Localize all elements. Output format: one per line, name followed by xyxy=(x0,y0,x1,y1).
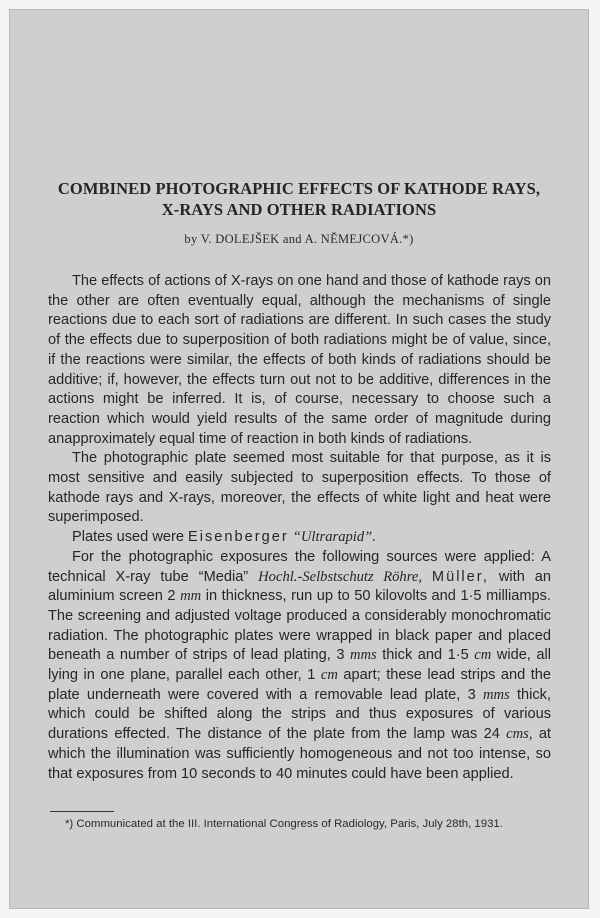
paragraph-4-text-2: with an aluminium screen 2 xyxy=(48,568,551,605)
paragraph-3-lead: Plates used were xyxy=(72,529,184,546)
article-title-line-1: COMBINED PHOTOGRAPHIC EFFECTS OF KATHODE RAYS, xyxy=(57,179,541,198)
paragraph-2: The photographic plate seemed most suitable for that purpose, as it is most sensitive and easily subjected to superposition effects. To those of kathode rays and X-rays, moreover, the effects of white light and heat were superimposed. xyxy=(48,450,551,526)
plate-product: “Ultrarapid”. xyxy=(292,529,376,546)
paragraph-4-text-5: wide, all lying in one plane, parallel each other, 1 xyxy=(48,647,551,684)
article-body xyxy=(48,272,551,784)
paper-page xyxy=(10,10,588,908)
paragraph-4-text-4: thick and 1·5 xyxy=(382,647,469,664)
unit-cm-1: cm xyxy=(474,647,492,664)
unit-mm: mm xyxy=(180,588,202,605)
unit-mms-1: mms xyxy=(349,647,377,664)
paragraph-4-text-1: For the photographic exposures the following sources were applied: A technical X-ray tube “Media” xyxy=(48,548,551,585)
tube-name: Hochl.-Selbstschutz Röhre, xyxy=(258,568,422,585)
tube-maker: Müller, xyxy=(431,568,489,585)
paragraph-4-text-6: apart; these lead strips and the plate underneath were covered with a removable lead plate, 3 xyxy=(48,667,552,703)
unit-mms-2: mms xyxy=(482,686,510,703)
unit-cm-2: cm xyxy=(320,667,338,684)
paragraph-4 xyxy=(48,548,551,784)
paragraph-4-text-8: at which the illumination was sufficiently homogeneous and not too intense, so that exposures from 10 seconds to 40 minutes could have been applied. xyxy=(48,726,551,782)
footnote-rule xyxy=(50,811,114,812)
paragraph-4-text-3: in thickness, run up to 50 kilovolts and 1·5 milliamps. The screening and adjusted voltage produced a considerably monochromatic radiation. The photographic plates were wrapped in black paper and placed beneath a number of strips of lead plating, 3 xyxy=(48,588,551,664)
plate-maker: Eisenberger xyxy=(188,529,289,546)
article-title-line-2: X-RAYS AND OTHER RADIATIONS xyxy=(161,200,437,219)
paragraph-1: The effects of actions of X-rays on one hand and those of kathode rays on the other are often eventually equal, although the mechanisms of single reactions due to each sort of radiations are different. In such cases the study of the effects due to superposition of both radiations might be of value, since, if the reactions were similar, the effects of both kinds of radiations should be additive; if, however, the effects turn out not to be additive, differences in the actions might be inferred. It is, of course, necessary to choose such a reaction which would yield results of the same order of magnitude during anapproximately equal time of reaction in both kinds of radiations. xyxy=(48,273,551,447)
paragraph-4-text-7: thick, which could be shifted along the strips and thus exposures of various durations effected. The distance of the plate from the lamp was 24 xyxy=(48,686,551,743)
footnote: *) Communicated at the III. International Congress of Radiology, Paris, July 28th, 1931. xyxy=(65,818,503,830)
author-byline: by V. DOLEJŠEK and A. NĚMEJCOVÁ.*) xyxy=(184,232,414,246)
article-title xyxy=(40,178,558,220)
unit-cms: cms, xyxy=(506,726,533,743)
paragraph-3 xyxy=(48,528,551,548)
